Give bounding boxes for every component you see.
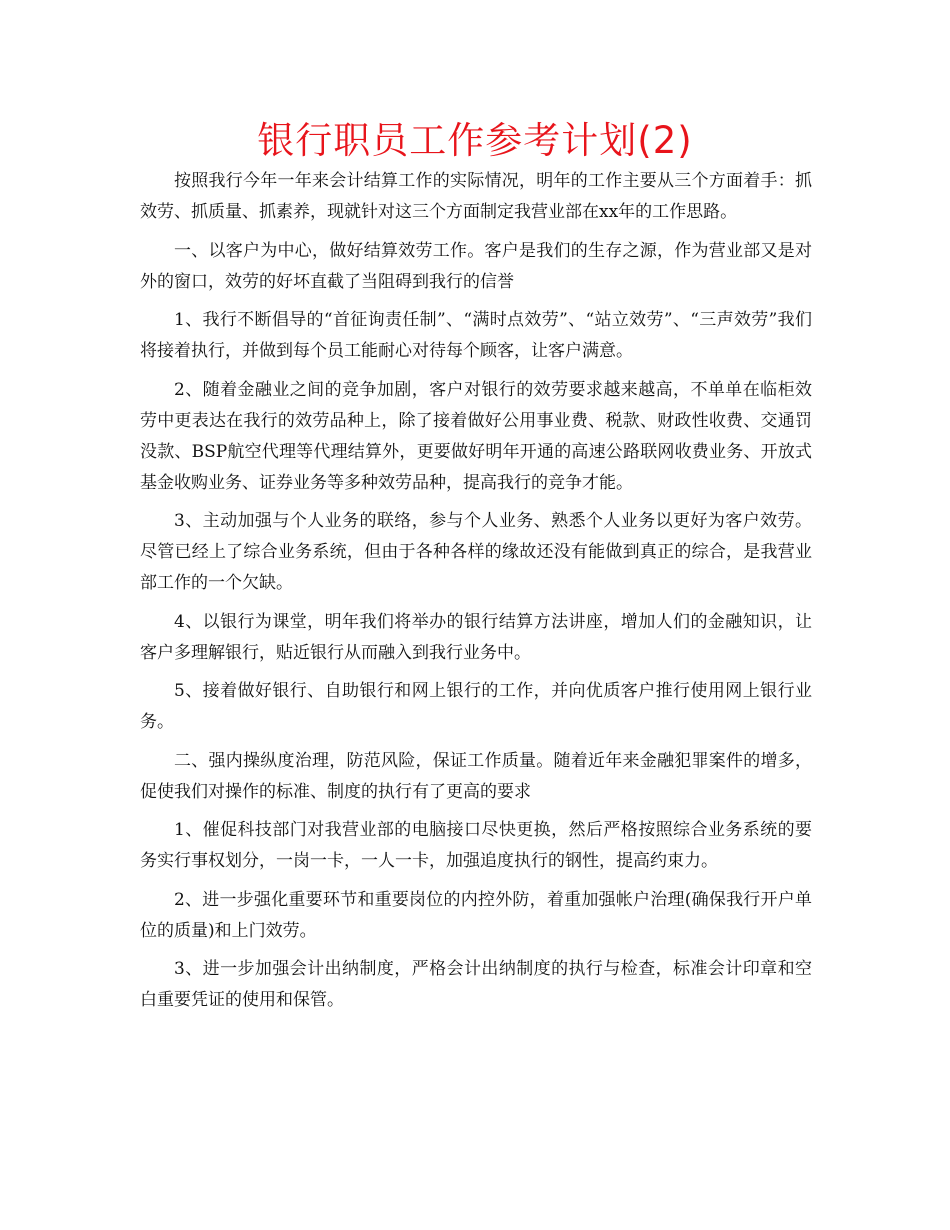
document-title: 银行职员工作参考计划(2)	[257, 119, 693, 162]
paragraph-section-2-item-1: 1、催促科技部门对我营业部的电脑接口尽快更换，然后严格按照综合业务系统的要务实行事权划分，一岗一卡，一人一卡，加强追度执行的钢性，提高约束力。	[140, 820, 812, 871]
paragraph-section-2-item-3: 3、进一步加强会计出纳制度，严格会计出纳制度的执行与检查，标准会计印章和空白重要凭证的使用和保管。	[140, 959, 812, 1010]
paragraph-section-1-item-1: 1、我行不断倡导的“首征询责任制”、“满时点效劳”、“站立效劳”、“三声效劳”我们将接着执行，并做到每个员工能耐心对待每个顾客，让客户满意。	[140, 310, 812, 361]
paragraph-section-1-item-4: 4、以银行为课堂，明年我们将举办的银行结算方法讲座，增加人们的金融知识，让客户多理解银行，贴近银行从而融入到我行业务中。	[140, 611, 812, 663]
paragraph-section-2-heading: 二、强内操纵度治理，防范风险，保证工作质量。随着近年来金融犯罪案件的增多，促使我们对操作的标准、制度的执行有了更高的要求	[140, 750, 812, 802]
document-body	[140, 166, 812, 1024]
paragraph-section-2-item-2: 2、进一步强化重要环节和重要岗位的内控外防，着重加强帐户治理(确保我行开户单位的质量)和上门效劳。	[140, 889, 812, 941]
paragraph-section-1-item-3: 3、主动加强与个人业务的联络，参与个人业务、熟悉个人业务以更好为客户效劳。尽管已经上了综合业务系统，但由于各种各样的缘故还没有能做到真正的综合，是我营业部工作的一个欠缺。	[140, 511, 812, 593]
paragraph-section-1-heading: 一、以客户为中心，做好结算效劳工作。客户是我们的生存之源，作为营业部又是对外的窗口，效劳的好坏直截了当阻碍到我行的信誉	[140, 240, 812, 292]
paragraph-section-1-item-2: 2、随着金融业之间的竞争加剧，客户对银行的效劳要求越来越高，不单单在临柜效劳中更表达在我行的效劳品种上，除了接着做好公用事业费、税款、财政性收费、交通罚没款、BSP航空代理等代理结算外，更要做好明年开通的高速公路联网收费业务、开放式基金收购业务、证券业务等多种效劳品种，提高我行的竞争才能。	[140, 379, 812, 493]
paragraph-section-1-item-5: 5、接着做好银行、自助银行和网上银行的工作，并向优质客户推行使用网上银行业务。	[140, 681, 812, 732]
paragraph-intro: 按照我行今年一年来会计结算工作的实际情况，明年的工作主要从三个方面着手：抓效劳、抓质量、抓素养，现就针对这三个方面制定我营业部在xx年的工作思路。	[140, 171, 812, 222]
